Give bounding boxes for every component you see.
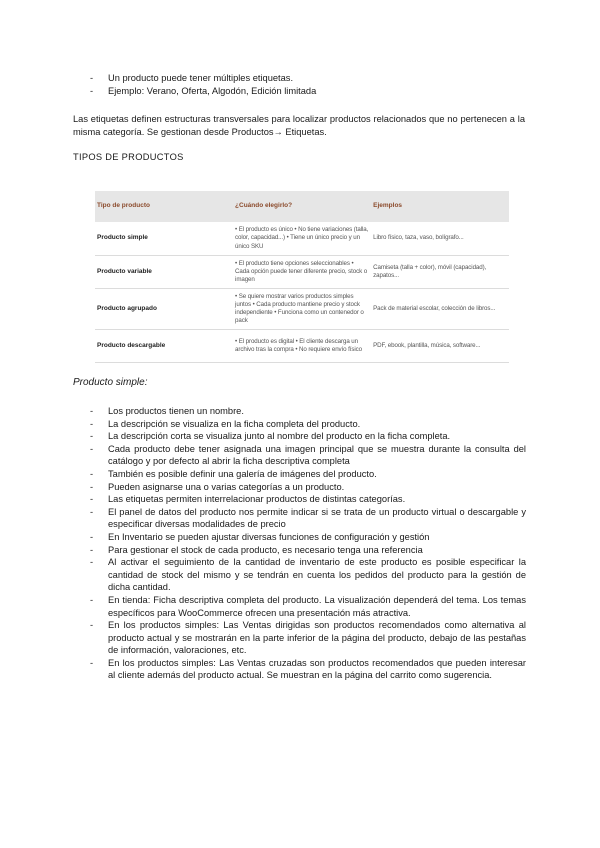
column-header: ¿Cuándo elegirlo?: [233, 191, 371, 222]
table-cell-examples: PDF, ebook, plantilla, música, software...: [371, 330, 509, 363]
list-item: - También es posible definir una galería de imágenes del producto.: [90, 468, 526, 481]
list-item: - En los productos simples: Las Ventas cruzadas son productos recomendados que pueden interesar al cliente además del producto actual. Se muestran en la página del carrito como sugerencia.: [90, 657, 526, 682]
list-item: - En Inventario se pueden ajustar diversas funciones de configuración y gestión: [90, 531, 526, 544]
list-item: - Ejemplo: Verano, Oferta, Algodón, Edición limitada: [90, 85, 526, 98]
list-item: - La descripción corta se visualiza junto al nombre del producto en la ficha completa.: [90, 430, 526, 443]
list-item: - La descripción se visualiza en la ficha completa del producto.: [90, 418, 526, 431]
table-cell-examples: Libro físico, taza, vaso, bolígrafo...: [371, 222, 509, 256]
list-item: - Los productos tienen un nombre.: [90, 405, 526, 418]
table-cell-type: Producto variable: [95, 256, 233, 289]
table-row: [95, 222, 509, 256]
tags-paragraph: Las etiquetas definen estructuras transversales para localizar productos relacionados que no pertenecen a la misma categoría. Se gestionan desde Productos→ Etiquetas.: [73, 114, 525, 137]
table-cell-type: Producto simple: [95, 222, 233, 256]
list-item: - Las etiquetas permiten interrelacionar productos de distintas categorías.: [90, 493, 526, 506]
types-heading: TIPOS DE PRODUCTOS: [73, 152, 184, 162]
list-item: - Pueden asignarse una o varias categorías a un producto.: [90, 481, 526, 494]
list-item: - Cada producto debe tener asignada una imagen principal que se muestra durante la consulta del catálogo y por defecto al abrir la ficha descriptiva completa: [90, 443, 526, 468]
list-item: - Al activar el seguimiento de la cantidad de inventario de este producto es posible especificar la cantidad de stock del mismo y se tendrán en cuenta los pedidos del producto para la gestión de dicha cantidad.: [90, 556, 526, 594]
table-row: [95, 289, 509, 330]
table-header-row: [95, 191, 509, 222]
table-cell-when: • El producto es digital • El cliente descarga un archivo tras la compra • No requiere envío físico: [233, 330, 371, 363]
table-cell-when: • El producto tiene opciones seleccionables • Cada opción puede tener diferente precio, stock o imagen: [233, 256, 371, 289]
list-item: - En los productos simples: Las Ventas dirigidas son productos recomendados como alternativa al producto actual y se mostrarán en la parte inferior de la página del producto, debajo de las pestañas de información, valoraciones, etc.: [90, 619, 526, 657]
table-cell-examples: Camiseta (talla + color), móvil (capacidad), zapatos...: [371, 256, 509, 289]
table-cell-when: • Se quiere mostrar varios productos simples juntos • Cada producto mantiene precio y stock independiente • Funciona como un contenedor o pack: [233, 289, 371, 330]
simple-product-heading: Producto simple:: [73, 377, 148, 388]
list-item: - El panel de datos del producto nos permite indicar si se trata de un producto virtual o descargable y especificar diversas modalidades de precio: [90, 506, 526, 531]
table-cell-examples: Pack de material escolar, colección de libros...: [371, 289, 509, 330]
list-item: - Para gestionar el stock de cada producto, es necesario tenga una referencia: [90, 544, 526, 557]
simple-product-list: [90, 405, 526, 682]
table-cell-type: Producto agrupado: [95, 289, 233, 330]
column-header: Tipo de producto: [95, 191, 233, 222]
table-row: [95, 330, 509, 363]
column-header: Ejemplos: [371, 191, 509, 222]
table-cell-type: Producto descargable: [95, 330, 233, 363]
tags-examples-list: [90, 72, 526, 97]
list-item: - Un producto puede tener múltiples etiquetas.: [90, 72, 526, 85]
product-types-table: [95, 191, 509, 363]
list-item: - En tienda: Ficha descriptiva completa del producto. La visualización dependerá del tema. Los temas específicos para WooCommerce ofrecen una presentación más atractiva.: [90, 594, 526, 619]
table-cell-when: • El producto es único • No tiene variaciones (talla, color, capacidad...) • Tiene un único precio y un único SKU: [233, 222, 371, 256]
table-row: [95, 256, 509, 289]
